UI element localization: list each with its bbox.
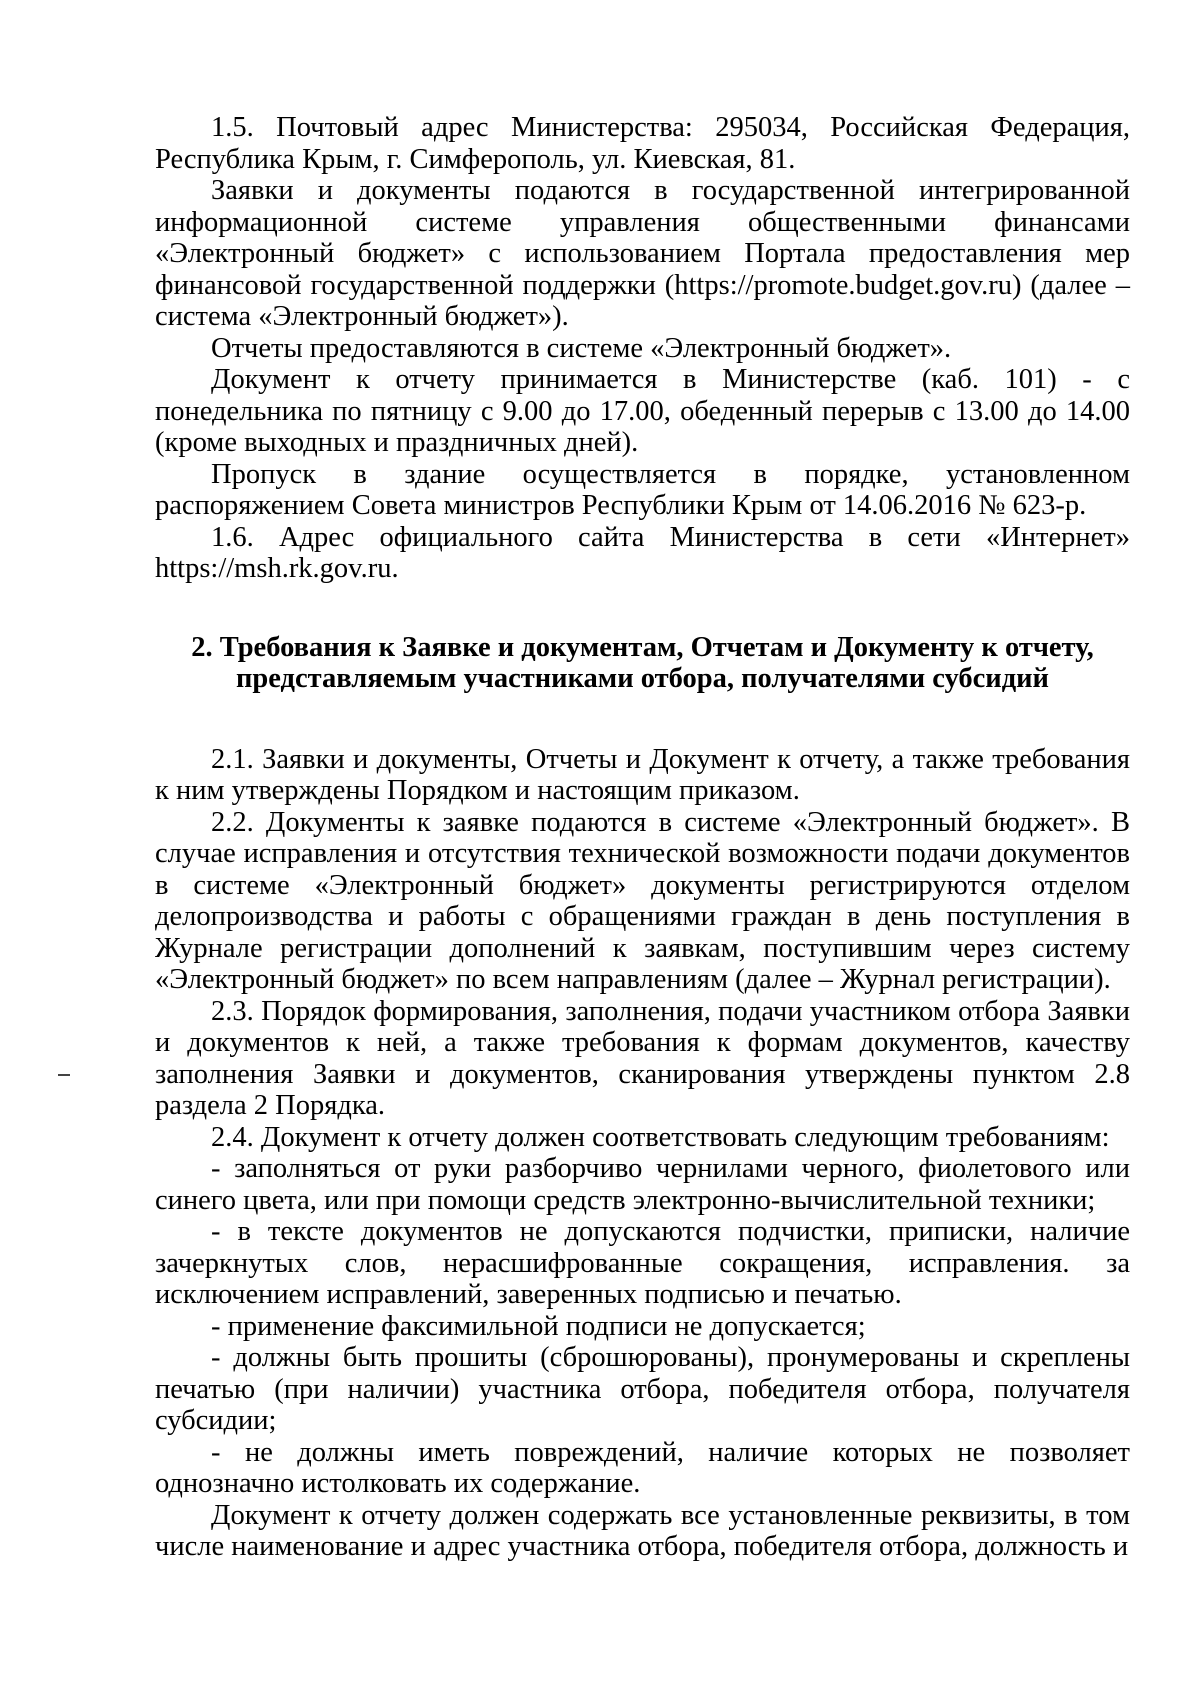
- paragraph-2-3: 2.3. Порядок формирования, заполнения, подачи участником отбора Заявки и документов к ней, а также требования к формам документов, качеству заполнения Заявки и документов, сканирования утверждены пунктом 2.8 раздела 2 Порядка.: [155, 995, 1130, 1121]
- paragraph-1-5: 1.5. Почтовый адрес Министерства: 295034, Российская Федерация, Республика Крым, г. Симферополь, ул. Киевская, 81.: [155, 112, 1130, 175]
- list-item: - должны быть прошиты (сброшюрованы), пронумерованы и скреплены печатью (при наличии) участника отбора, победителя отбора, получателя субсидии;: [155, 1342, 1130, 1436]
- section-heading-line-1: 2. Требования к Заявке и документам, Отчетам и Документу к отчету,: [191, 631, 1094, 663]
- list-item: - применение факсимильной подписи не допускается;: [211, 1310, 866, 1342]
- list-item: - заполняться от руки разборчиво чернилами черного, фиолетового или синего цвета, или при помощи средств электронно-вычислительной техники;: [155, 1153, 1130, 1216]
- document-body: [155, 112, 1130, 1563]
- paragraph-reports: Отчеты предоставляются в системе «Электронный бюджет».: [211, 332, 952, 364]
- paragraph-submission: Заявки и документы подаются в государственной интегрированной информационной системе управления общественными финансами «Электронный бюджет» с использованием Портала предоставления мер финансовой государственной поддержки (https://promote.budget.gov.ru) (далее – система «Электронный бюджет»).: [155, 175, 1130, 332]
- list-item: - в тексте документов не допускаются подчистки, приписки, наличие зачеркнутых слов, нерасшифрованные сокращения, исправления. за исключением исправлений, заверенных подписью и печатью.: [155, 1216, 1130, 1310]
- paragraph-report-document: Документ к отчету принимается в Министерстве (каб. 101) - с понедельника по пятницу с 9.00 до 17.00, обеденный перерыв с 13.00 до 14.00 (кроме выходных и праздничных дней).: [155, 364, 1130, 458]
- paragraph-building-pass: Пропуск в здание осуществляется в порядке, установленном распоряжением Совета министров Республики Крым от 14.06.2016 № 623-р.: [155, 458, 1130, 521]
- list-item: - не должны иметь повреждений, наличие которых не позволяет однозначно истолковать их содержание.: [155, 1436, 1130, 1499]
- section-heading-line-2: представляемым участниками отбора, получателями субсидий: [236, 663, 1049, 694]
- section-heading: [155, 632, 1130, 695]
- paragraph-2-1: 2.1. Заявки и документы, Отчеты и Документ к отчету, а также требования к ним утверждены Порядком и настоящим приказом.: [155, 743, 1130, 806]
- paragraph-2-2: 2.2. Документы к заявке подаются в системе «Электронный бюджет». В случае исправления и отсутствия технической возможности подачи документов в системе «Электронный бюджет» документы регистрируются отделом делопроизводства и работы с обращениями граждан в день поступления в Журнале регистрации дополнений к заявкам, поступившим через систему «Электронный бюджет» по всем направлениям (далее – Журнал регистрации).: [155, 806, 1130, 995]
- paragraph-1-6: 1.6. Адрес официального сайта Министерства в сети «Интернет» https://msh.rk.gov.ru.: [155, 521, 1130, 584]
- margin-mark: [58, 1074, 70, 1076]
- paragraph-2-4: 2.4. Документ к отчету должен соответствовать следующим требованиям:: [211, 1121, 1110, 1153]
- paragraph-requisites: Документ к отчету должен содержать все установленные реквизиты, в том числе наименование и адрес участника отбора, победителя отбора, должность и: [155, 1499, 1130, 1562]
